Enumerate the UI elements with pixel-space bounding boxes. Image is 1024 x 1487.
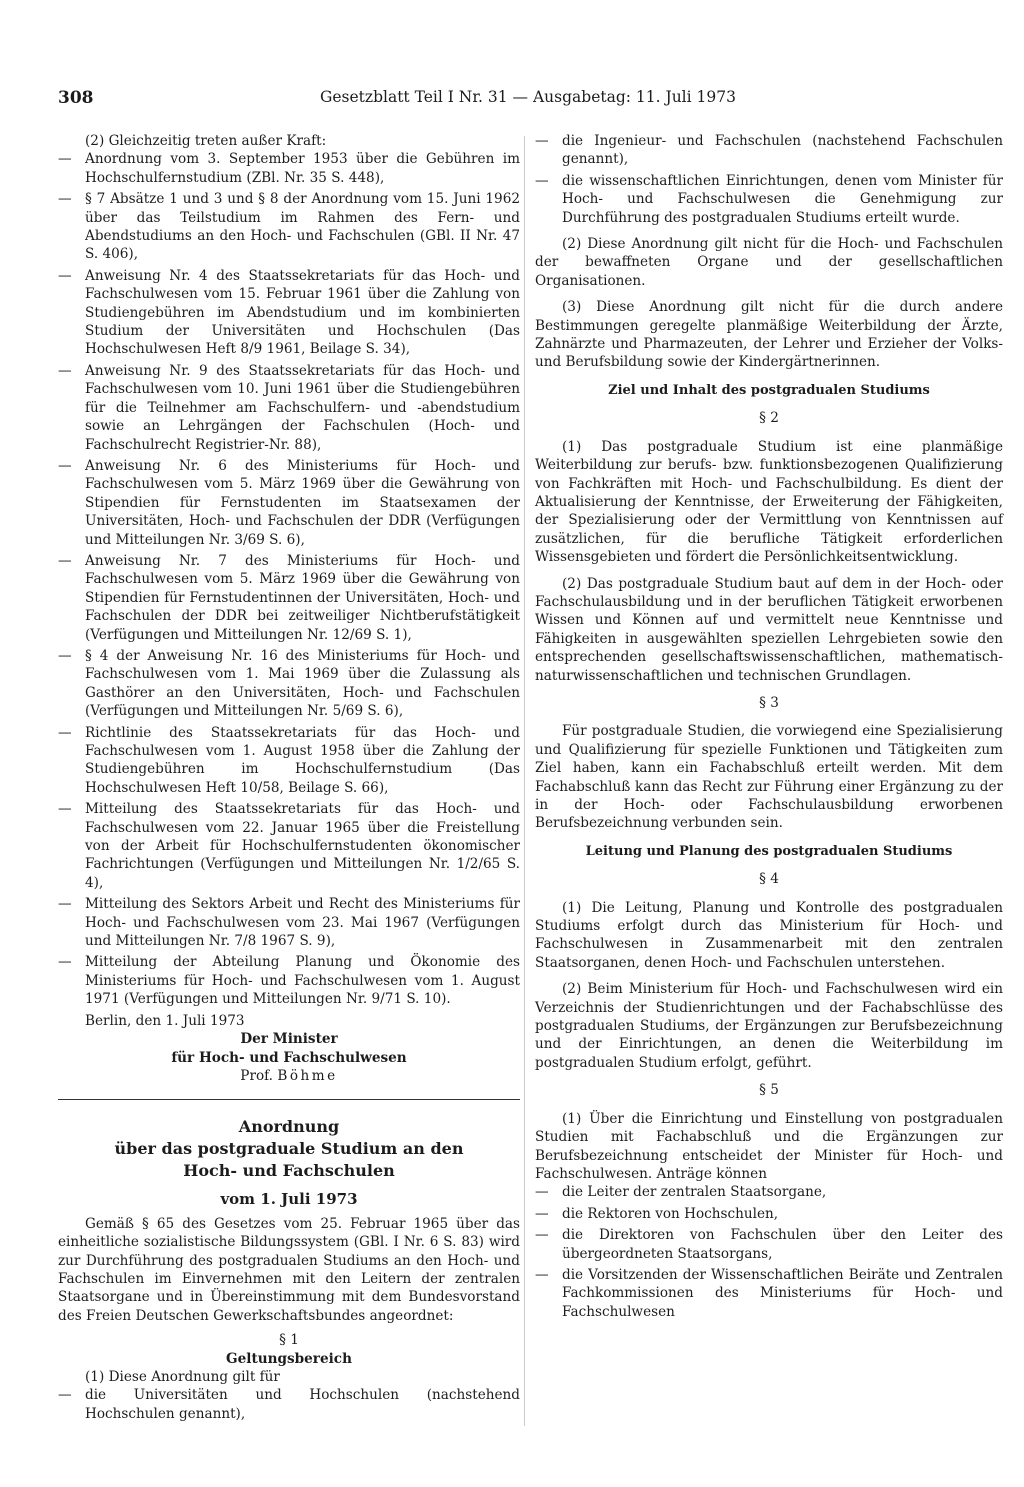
signature-line-2: für Hoch- und Fachschulwesen [171,1049,407,1066]
repeal-item: — Mitteilung des Staatssekretariats für das Hoch- und Fachschulwesen vom 22. Januar 1965 über die Freistellung von der Arbeit für Hochschulfernstudenten ökonomischer Fachrichtungen (Verfügungen und Mitteilungen Nr. 1/2/65 S. 4), [58,800,520,892]
section-3-paragraph: Für postgraduale Studien, die vorwiegend eine Spezialisierung und Qualifizierung für spezielle Funktionen und Tätigkeiten zum Ziel haben, kann ein Fachabschluß erteilt werden. Mit dem Fachabschluß kann das Recht zur Führung einer Ergänzung zu der in der Hoch- oder Fachschulausbildung erworbenen Berufsbezeichnung verbunden sein. [535,723,1003,832]
section-4-number: § 4 [759,871,779,888]
section-separator [58,1099,520,1100]
repeal-item: — Richtlinie des Staatssekretariats für das Hoch- und Fachschulwesen vom 1. August 1958 über die Zahlung der Studiengebühren im Hochschulfernstudium (Das Hochschulwesen Heft 10/58, Beilage S. 66), [58,724,520,798]
law-title-3: Hoch- und Fachschulen [183,1161,395,1181]
signature-line-1: Der Minister [240,1031,338,1048]
law-date: vom 1. Juli 1973 [220,1190,358,1209]
left-column [58,132,520,1426]
repeal-item: — Anweisung Nr. 7 des Ministeriums für Hoch- und Fachschulwesen vom 5. März 1969 über die Gewährung von Stipendien für Fernstudentinnen der Universitäten, Hoch- und Fachschulen der DDR bei zeitweiliger Nichtberufstätigkeit (Verfügungen und Mitteilungen Nr. 12/69 S. 1), [58,552,520,644]
repeal-item: — Anweisung Nr. 9 des Staatssekretariats für das Hoch- und Fachschulwesen vom 10. Juni 1961 über die Studiengebühren für die Teilnehmer am Fachschulfern- und -abendstudium sowie an Lehrgängen der Fachschulen (Hoch- und Fachschulrecht Registrier-Nr. 88), [58,362,520,454]
section-4-paragraph-1: (1) Die Leitung, Planung und Kontrolle des postgradualen Studiums erfolgt durch das Ministerium für Hoch- und Fachschulwesen in Zusammenarbeit mit den zentralen Staatsorganen, denen Hoch- und Fachschulen unterstehen. [535,899,1003,971]
repeal-intro: (2) Gleichzeitig treten außer Kraft: [85,133,327,149]
heading-ziel-inhalt: Ziel und Inhalt des postgradualen Studiums [608,382,930,398]
column-divider [524,136,525,1426]
right-column [535,132,1003,1324]
place-date: Berlin, den 1. Juli 1973 [85,1012,245,1029]
scope-item: — die wissenschaftlichen Einrichtungen, denen vom Minister für Hoch- und Fachschulwesen die Genehmigung zur Durchführung des postgradualen Studiums erteilt wurde. [535,172,1003,227]
law-title-2: über das postgraduale Studium an den [114,1139,464,1159]
signatory-name: Böhme [277,1067,338,1084]
section-1-title: Geltungsbereich [226,1350,352,1367]
section-2-number: § 2 [759,410,779,427]
section-1-paragraph-2: (2) Diese Anordnung gilt nicht für die Hoch- und Fachschulen der bewaffneten Organe und der gesellschaftlichen Organisationen. [535,236,1003,289]
repeal-item: — § 4 der Anweisung Nr. 16 des Ministeriums für Hoch- und Fachschulwesen vom 1. Mai 1969 über die Zulassung als Gasthörer an den Universitäten, Hoch- und Fachschulen (Verfügungen und Mitteilungen Nr. 5/69 S. 6), [58,647,520,721]
section-4-paragraph-2: (2) Beim Ministerium für Hoch- und Fachschulwesen wird ein Verzeichnis der Studienrichtungen und der Fachabschlüsse des postgradualen Studiums, der Ergänzungen zur Berufsbezeichnung und der Einrichtungen, an denen die Weiterbildung im postgradualen Studium erfolgt, geführt. [535,981,1003,1071]
heading-leitung-planung: Leitung und Planung des postgradualen Studiums [585,843,953,859]
page-header [58,88,998,112]
signatory [58,1067,520,1085]
section-2-paragraph-1: (1) Das postgraduale Studium ist eine planmäßige Weiterbildung zur berufs- bzw. funktionsbezogenen Qualifizierung von Fachkräften mit Hoch- und Fachschulbildung. Es dient der Aktualisierung der Kenntnisse, der Erweiterung der Fähigkeiten, der Spezialisierung oder der Vermittlung von Kenntnissen auf zusätzlichen, für die berufliche Tätigkeit erforderlichen Wissensgebieten und fördert die Persönlichkeitsentwicklung. [535,438,1003,566]
repeal-item: — Mitteilung des Sektors Arbeit und Recht des Ministeriums für Hoch- und Fachschulwesen vom 23. Mai 1967 (Verfügungen und Mitteilungen Nr. 7/8 1967 S. 9), [58,895,520,950]
applicant-item: — die Rektoren von Hochschulen, [535,1205,1003,1223]
section-5-paragraph-1: (1) Über die Einrichtung und Einstellung von postgradualen Studien mit Fachabschluß und die Ergänzungen zur Berufsbezeichnung entscheidet der Minister für Hoch- und Fachschulwesen. Anträge können [535,1110,1003,1182]
applicant-item: — die Direktoren von Fachschulen über den Leiter des übergeordneten Staatsorgans, [535,1226,1003,1263]
repeal-item: — § 7 Absätze 1 und 3 und § 8 der Anordnung vom 15. Juni 1962 über das Teilstudium im Rahmen des Fern- und Abendstudiums an den Hoch- und Fachschulen (GBl. II Nr. 47 S. 406), [58,190,520,264]
repeal-item: — Anordnung vom 3. September 1953 über die Gebühren im Hochschulfernstudium (ZBl. Nr. 35 S. 448), [58,150,520,187]
section-1-paragraph-3: (3) Diese Anordnung gilt nicht für die durch andere Bestimmungen geregelte planmäßige Weiterbildung der Ärzte, Zahnärzte und Pharmazeuten, der Lehrer und Erzieher der Volks- und Berufsbildung sowie der Kindergärtnerinnen. [535,299,1003,371]
scope-item: — die Universitäten und Hochschulen (nachstehend Hochschulen genannt), [58,1386,520,1423]
section-1-number: § 1 [279,1332,299,1349]
preamble: Gemäß § 65 des Gesetzes vom 25. Februar 1965 über das einheitliche sozialistische Bildungssystem (GBl. I Nr. 6 S. 83) wird zur Durchführung des postgradualen Studiums an den Hoch- und Fachschulen im Einvernehmen mit den Leitern der zentralen Staatsorgane und in Übereinstimmung mit dem Bundesvorstand des Freien Deutschen Gewerkschaftsbundes angeordnet: [58,1215,520,1324]
signatory-title: Prof. [240,1067,273,1084]
running-title: Gesetzblatt Teil I Nr. 31 — Ausgabetag: 11. Juli 1973 [320,88,736,106]
scope-item: — die Ingenieur- und Fachschulen (nachstehend Fachschulen genannt), [535,132,1003,169]
repeal-item: — Anweisung Nr. 4 des Staatssekretariats für das Hoch- und Fachschulwesen vom 15. Februar 1961 über die Zahlung von Studiengebühren im Abendstudium und im kombinierten Studium der Universitäten und Hochschulen (Das Hochschulwesen Heft 8/9 1961, Beilage S. 34), [58,267,520,359]
section-3-number: § 3 [759,694,779,711]
applicant-item: — die Leiter der zentralen Staatsorgane, [535,1183,1003,1201]
repeal-item: — Anweisung Nr. 6 des Ministeriums für Hoch- und Fachschulwesen vom 5. März 1969 über die Gewährung von Stipendien für Fernstudenten im Staatsexamen der Universitäten, Hoch- und Fachschulen der DDR (Verfügungen und Mitteilungen Nr. 3/69 S. 6), [58,457,520,549]
law-title-1: Anordnung [238,1117,340,1137]
section-1-paragraph: (1) Diese Anordnung gilt für [85,1368,280,1385]
section-5-number: § 5 [759,1082,779,1099]
repeal-item: — Mitteilung der Abteilung Planung und Ökonomie des Ministeriums für Hoch- und Fachschulwesen vom 1. August 1971 (Verfügungen und Mitteilungen Nr. 9/71 S. 10). [58,953,520,1008]
applicant-item: — die Vorsitzenden der Wissenschaftlichen Beiräte und Zentralen Fachkommissionen des Ministeriums für Hoch- und Fachschulwesen [535,1266,1003,1321]
page-number: 308 [58,88,94,108]
section-2-paragraph-2: (2) Das postgraduale Studium baut auf dem in der Hoch- oder Fachschulausbildung und in der beruflichen Tätigkeit erworbenen Wissen und Können auf und vermittelt neue Kenntnisse und Fähigkeiten in ausgewählten speziellen Lehrgebieten sowie den entsprechenden gesellschaftswissenschaftlichen, mathematisch-naturwissenschaftlichen und technischen Grundlagen. [535,575,1003,684]
